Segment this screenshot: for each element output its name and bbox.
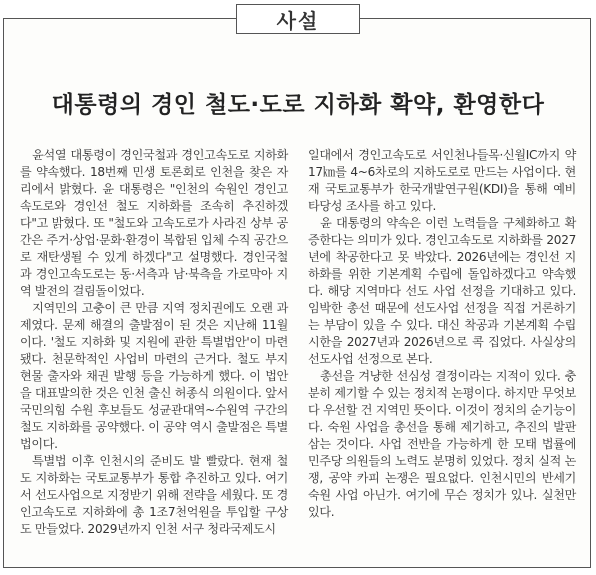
paragraph: 윤석열 대통령이 경인국철과 경인고속도로 지하화를 약속했다. 18번째 민생 토론회로 인천을 찾은 자리에서 밝혔다. 윤 대통령은 "인천의 숙원인 경인고속도로와 경인선 철도 지하화를 조속히 추진하겠다"고 밝혔다. 또 "철도와 고속도로가 사라진 상부 공간은 주거·상업·문화·환경이 복합된 입체 수직 공간으로 재탄생될 수 있게 하겠다"고 설명했다. 경인국철과 경인고속도로는 동·서측과 남·북측을 가로막아 지역 발전의 걸림돌이었다. <box>20 148 288 298</box>
article-column-right <box>308 147 576 521</box>
article-column-left <box>20 147 288 538</box>
headline: 대통령의 경인 철도·도로 지하화 확약, 환영한다 <box>51 92 545 118</box>
paragraph: 특별법 이후 인천시의 준비도 발 빨랐다. 현재 철도 지하화는 국토교통부가 통합 추진하고 있다. 여기서 선도사업으로 지정받기 위해 전략을 세웠다. 또 경인고속도로 지하화에 총 1조7천억원을 투입할 구상도 만들었다. 2029년까지 인천 서구 청라국제도시 <box>20 454 288 536</box>
paragraph: 총선을 겨냥한 선심성 결정이라는 지적이 있다. 충분히 제기할 수 있는 정치적 논평이다. 하지만 무엇보다 우선할 건 지역민 뜻이다. 이것이 정치의 순기능이다. 숙원 사업을 총선을 통해 제기하고, 추진의 발판 삼는 것이다. 사업 전반을 가능하게 한 모태 법률에 민주당 의원들의 노력도 분명히 있었다. 정치 실적 논쟁, 공약 카피 논쟁은 필요없다. 인천시민의 반세기 숙원 사업 아닌가. 여기에 무슨 정치가 있나. 실천만 있다. <box>308 369 576 519</box>
paragraph: 지역민의 고충이 큰 만큼 지역 정치권에도 오랜 과제였다. 문제 해결의 출발점이 된 것은 지난해 11월이다. '철도 지하화 및 지원에 관한 특별법안'이 마련됐다. 천문학적인 사업비 마련의 근거다. 철도 부지 현물 출자와 채권 발행 등을 가능하게 했다. 이 법안을 대표발의한 것은 인천 출신 허종식 의원이다. 앞서 국민의힘 수원 후보들도 성균관대역~수원역 구간의 철도 지하화를 공약했다. 이 공약 역시 출발점은 특별법이다. <box>20 301 288 451</box>
paragraph: 윤 대통령의 약속은 이런 노력들을 구체화하고 확증한다는 의미가 있다. 경인고속도로 지하화를 2027년에 착공한다고 못 박았다. 2026년에는 경인선 지하화를 위한 기본계획 수립에 돌입하겠다고 약속했다. 해당 지역마다 선도 사업 선정을 기대하고 있다. 임박한 총선 때문에 선도사업 선정을 직접 거론하기는 부담이 있을 수 있다. 대신 착공과 기본계획 수립 시한을 2027년과 2026년으로 콕 집었다. 사실상의 선도사업 선정으로 본다. <box>308 216 576 366</box>
section-label: 사설 <box>236 4 360 34</box>
paragraph-continued: 일대에서 경인고속도로 서인천나들목·신월IC까지 약 17㎞를 4~6차로의 지하도로로 만드는 사업이다. 현재 국토교통부가 한국개발연구원(KDI)을 통해 예비타당성 조사를 하고 있다. <box>308 148 576 213</box>
